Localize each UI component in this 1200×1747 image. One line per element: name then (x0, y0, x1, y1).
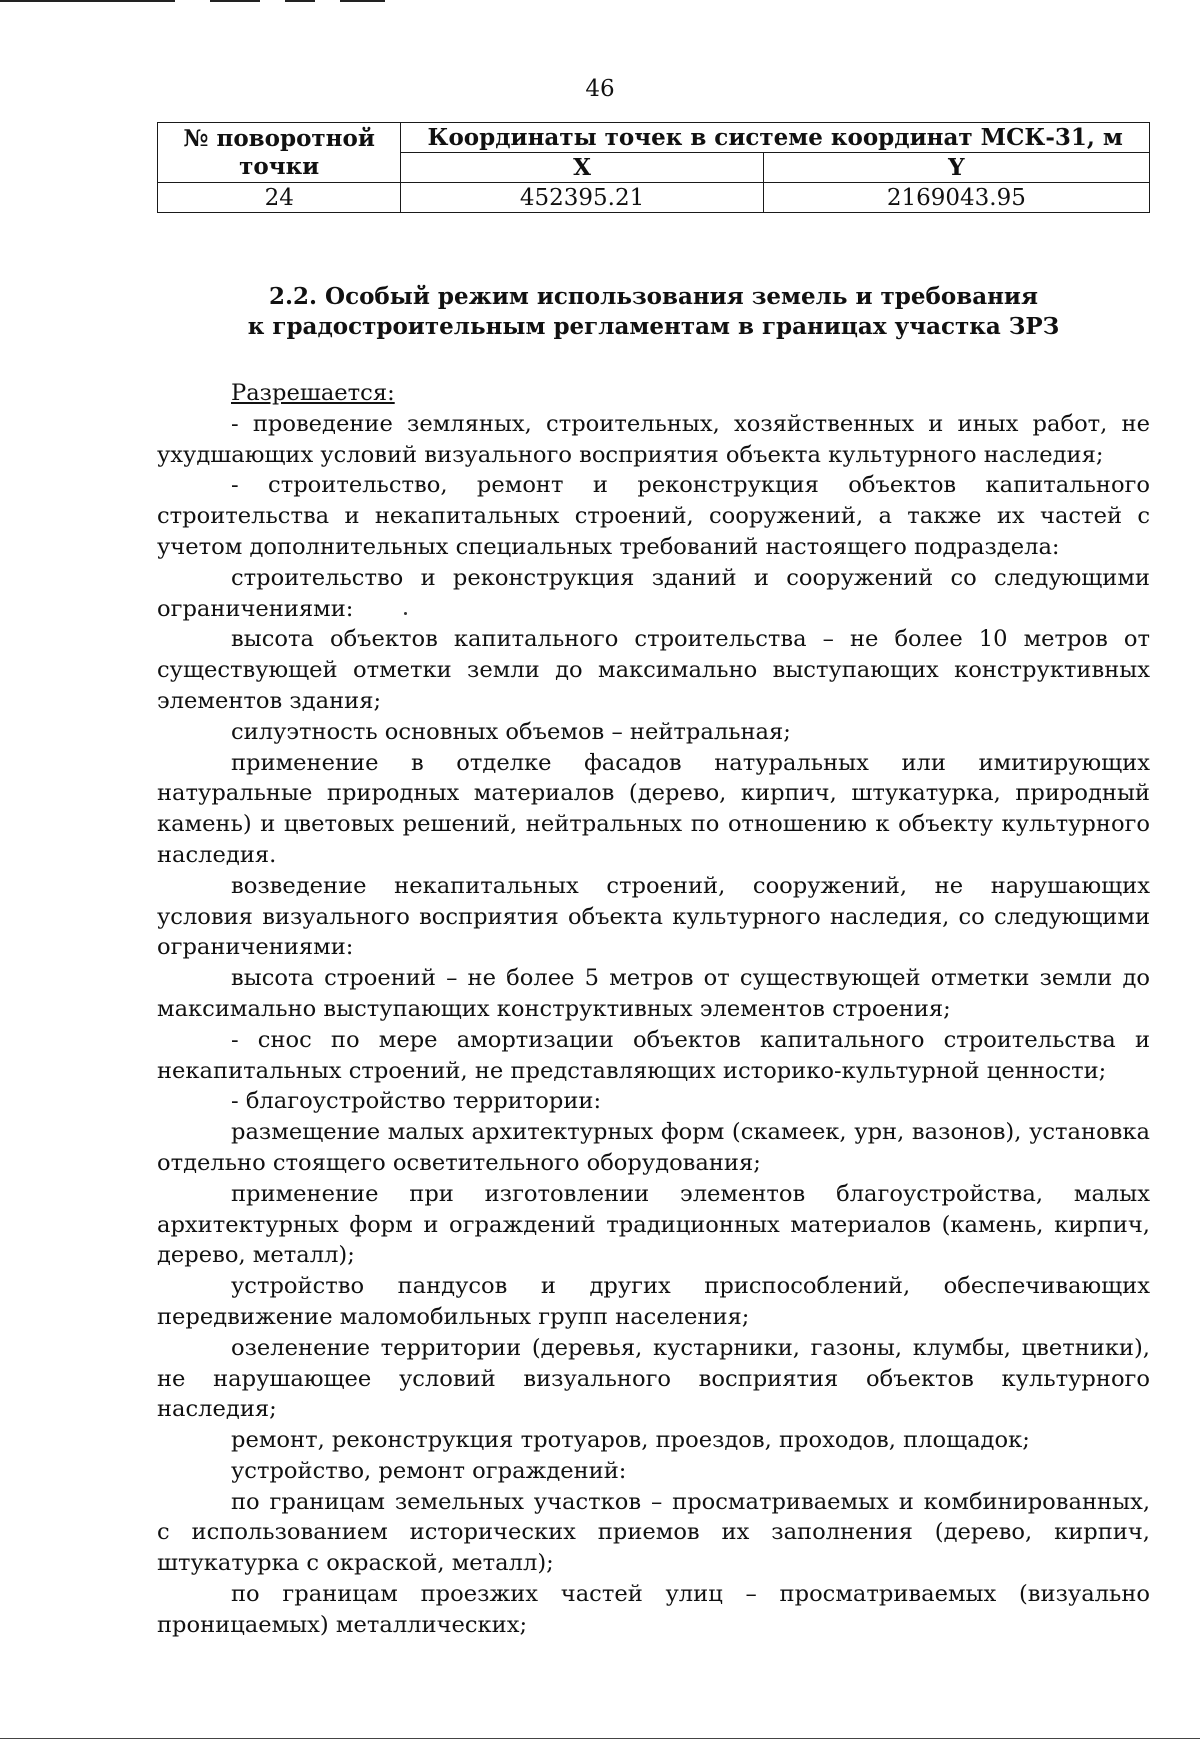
y-header: Y (763, 153, 1149, 183)
scan-edge-line-1 (0, 0, 175, 2)
paragraph: применение в отделке фасадов натуральных или имитирующих натуральные природных материалов (дерево, кирпич, штукатурка, природный камень) и цветовых решений, нейтральных по отношению к объекту культурного наследия. (157, 749, 1150, 868)
paragraph: размещение малых архитектурных форм (скамеек, урн, вазонов), установка отдельно стоящего осветительного оборудования; (157, 1119, 1150, 1176)
scan-edge-line-4 (340, 0, 385, 2)
y-value-cell: 2169043.95 (763, 183, 1149, 213)
allowed-label: Разрешается: (231, 380, 395, 406)
paragraph: - проведение земляных, строительных, хозяйственных и иных работ, не ухудшающих условий визуального восприятия объекта культурного наследия; (157, 410, 1150, 468)
paragraph: возведение некапитальных строений, сооружений, не нарушающих условия визуального восприятия объекта культурного наследия, со следующими ограничениями: (157, 872, 1150, 961)
x-header: X (401, 153, 763, 183)
scan-speck (404, 612, 407, 615)
paragraph: озеленение территории (деревья, кустарники, газоны, клумбы, цветники), не нарушающее условий визуального восприятия объектов культурного наследия; (157, 1334, 1150, 1423)
paragraph: высота объектов капитального строительства – не более 10 метров от существующей отметки земли до максимально выступающих конструктивных элементов здания; (157, 626, 1150, 714)
paragraph: по границам проезжих частей улиц – просматриваемых (визуально проницаемых) металлических; (157, 1581, 1150, 1638)
section-title (157, 282, 1150, 342)
document-body (157, 378, 1150, 1641)
section-title-line-1: 2.2. Особый режим использования земель и требования (269, 283, 1038, 310)
page-number: 46 (585, 76, 615, 102)
scan-edge-line-2 (210, 0, 260, 2)
coordinates-group-header: Координаты точек в системе координат МСК-31, м (401, 123, 1150, 153)
paragraph: ремонт, реконструкция тротуаров, проездов, проходов, площадок; (231, 1427, 1030, 1454)
paragraph: по границам земельных участков – просматриваемых и комбинированных, с использованием исторических приемов их заполнения (дерево, кирпич, штукатурка с окраской, металл); (157, 1488, 1150, 1577)
paragraph: устройство, ремонт ограждений: (231, 1457, 627, 1484)
coordinates-table (157, 122, 1150, 213)
paragraph: устройство пандусов и других приспособлений, обеспечивающих передвижение маломобильных групп населения; (157, 1273, 1150, 1330)
scan-edge-line-3 (285, 0, 315, 2)
paragraph: - строительство, ремонт и реконструкция объектов капитального строительства и некапитальных строений, сооружений, а также их частей с учетом дополнительных специальных требований настоящего подраздела: (157, 472, 1150, 560)
point-number-header: № поворотной точки (158, 123, 401, 183)
paragraph: применение при изготовлении элементов благоустройства, малых архитектурных форм и ограждений традиционных материалов (камень, кирпич, дерево, металл); (157, 1180, 1150, 1269)
point-number-cell: 24 (158, 183, 401, 213)
x-value-cell: 452395.21 (401, 183, 763, 213)
section-title-line-2: к градостроительным регламентам в границах участка ЗРЗ (247, 313, 1060, 340)
paragraph: силуэтность основных объемов – нейтральная; (231, 718, 791, 745)
paragraph: - благоустройство территории: (231, 1088, 602, 1115)
scan-bottom-edge (0, 1738, 1200, 1739)
paragraph: строительство и реконструкция зданий и сооружений со следующими ограничениями: (157, 564, 1150, 622)
paragraph: - снос по мере амортизации объектов капитального строительства и некапитальных строений, не представляющих историко-культурной ценности; (157, 1026, 1150, 1084)
table-row (158, 183, 1150, 213)
paragraph: высота строений – не более 5 метров от существующей отметки земли до максимально выступающих конструктивных элементов строения; (157, 965, 1150, 1022)
table-header-row (158, 123, 1150, 153)
